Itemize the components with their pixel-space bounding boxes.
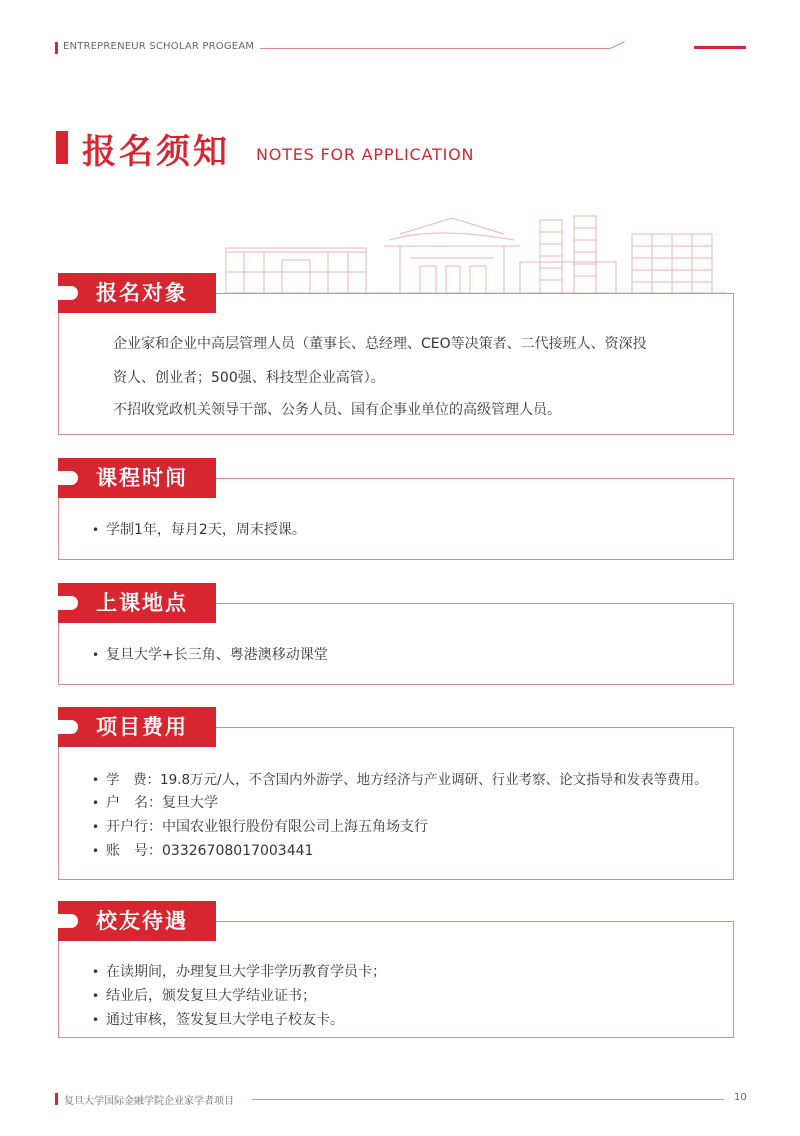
tab-notch xyxy=(58,286,78,300)
list-item: • 在读期间，办理复旦大学非学历教育学员卡； xyxy=(92,964,386,980)
tab-notch xyxy=(58,471,78,485)
list-item: • 学制1年，每月2天，周末授课。 xyxy=(92,522,306,538)
fee-item-bank: • 开户行：中国农业银行股份有限公司上海五角场支行 xyxy=(92,819,428,835)
page-title: 报名须知 xyxy=(82,132,230,172)
header-red-rule xyxy=(694,46,746,49)
footer-program-name: 复旦大学国际金融学院企业家学者项目 xyxy=(64,1096,234,1107)
footer-rule xyxy=(252,1099,724,1100)
fee-item-account-number: • 账 号：03326708017003441 xyxy=(92,843,314,859)
applicants-line-2: 资人、创业者；500强、科技型企业高管）。 xyxy=(113,370,385,386)
fee-item-tuition: • 学 费：19.8万元/人，不含国内外游学、地方经济与产业调研、行业考察、论文指导和发表等费用。 xyxy=(92,772,708,788)
tab-notch xyxy=(58,914,78,928)
list-item: • 复旦大学+长三角、粤港澳移动课堂 xyxy=(92,647,328,663)
list-item: • 通过审核，签发复旦大学电子校友卡。 xyxy=(92,1012,344,1028)
section-fees-title: 项目费用 xyxy=(96,715,188,739)
list-item: • 结业后，颁发复旦大学结业证书； xyxy=(92,988,316,1004)
footer-accent-bar xyxy=(55,1093,58,1105)
section-location-title: 上课地点 xyxy=(96,591,188,615)
header-program-name: ENTREPRENEUR SCHOLAR PROGEAM xyxy=(63,41,255,52)
tab-notch xyxy=(58,720,78,734)
header-rule xyxy=(260,48,610,49)
section-schedule-title: 课程时间 xyxy=(96,466,188,490)
section-alumni-title: 校友待遇 xyxy=(96,909,188,933)
section-applicants-title: 报名对象 xyxy=(96,281,188,305)
page-subtitle: NOTES FOR APPLICATION xyxy=(256,145,475,164)
title-accent-bar xyxy=(56,131,68,164)
fee-item-account-name: • 户 名：复旦大学 xyxy=(92,795,218,811)
tab-notch xyxy=(58,596,78,610)
applicants-line-1: 企业家和企业中高层管理人员（董事长、总经理、CEO等决策者、二代接班人、资深投 xyxy=(113,336,647,352)
header-accent-bar xyxy=(55,42,58,54)
header-rule-slant xyxy=(610,41,625,49)
page-number: 10 xyxy=(734,1092,747,1103)
applicants-line-3: 不招收党政机关领导干部、公务人员、国有企事业单位的高级管理人员。 xyxy=(113,402,561,418)
campus-skyline-illustration xyxy=(224,212,726,294)
